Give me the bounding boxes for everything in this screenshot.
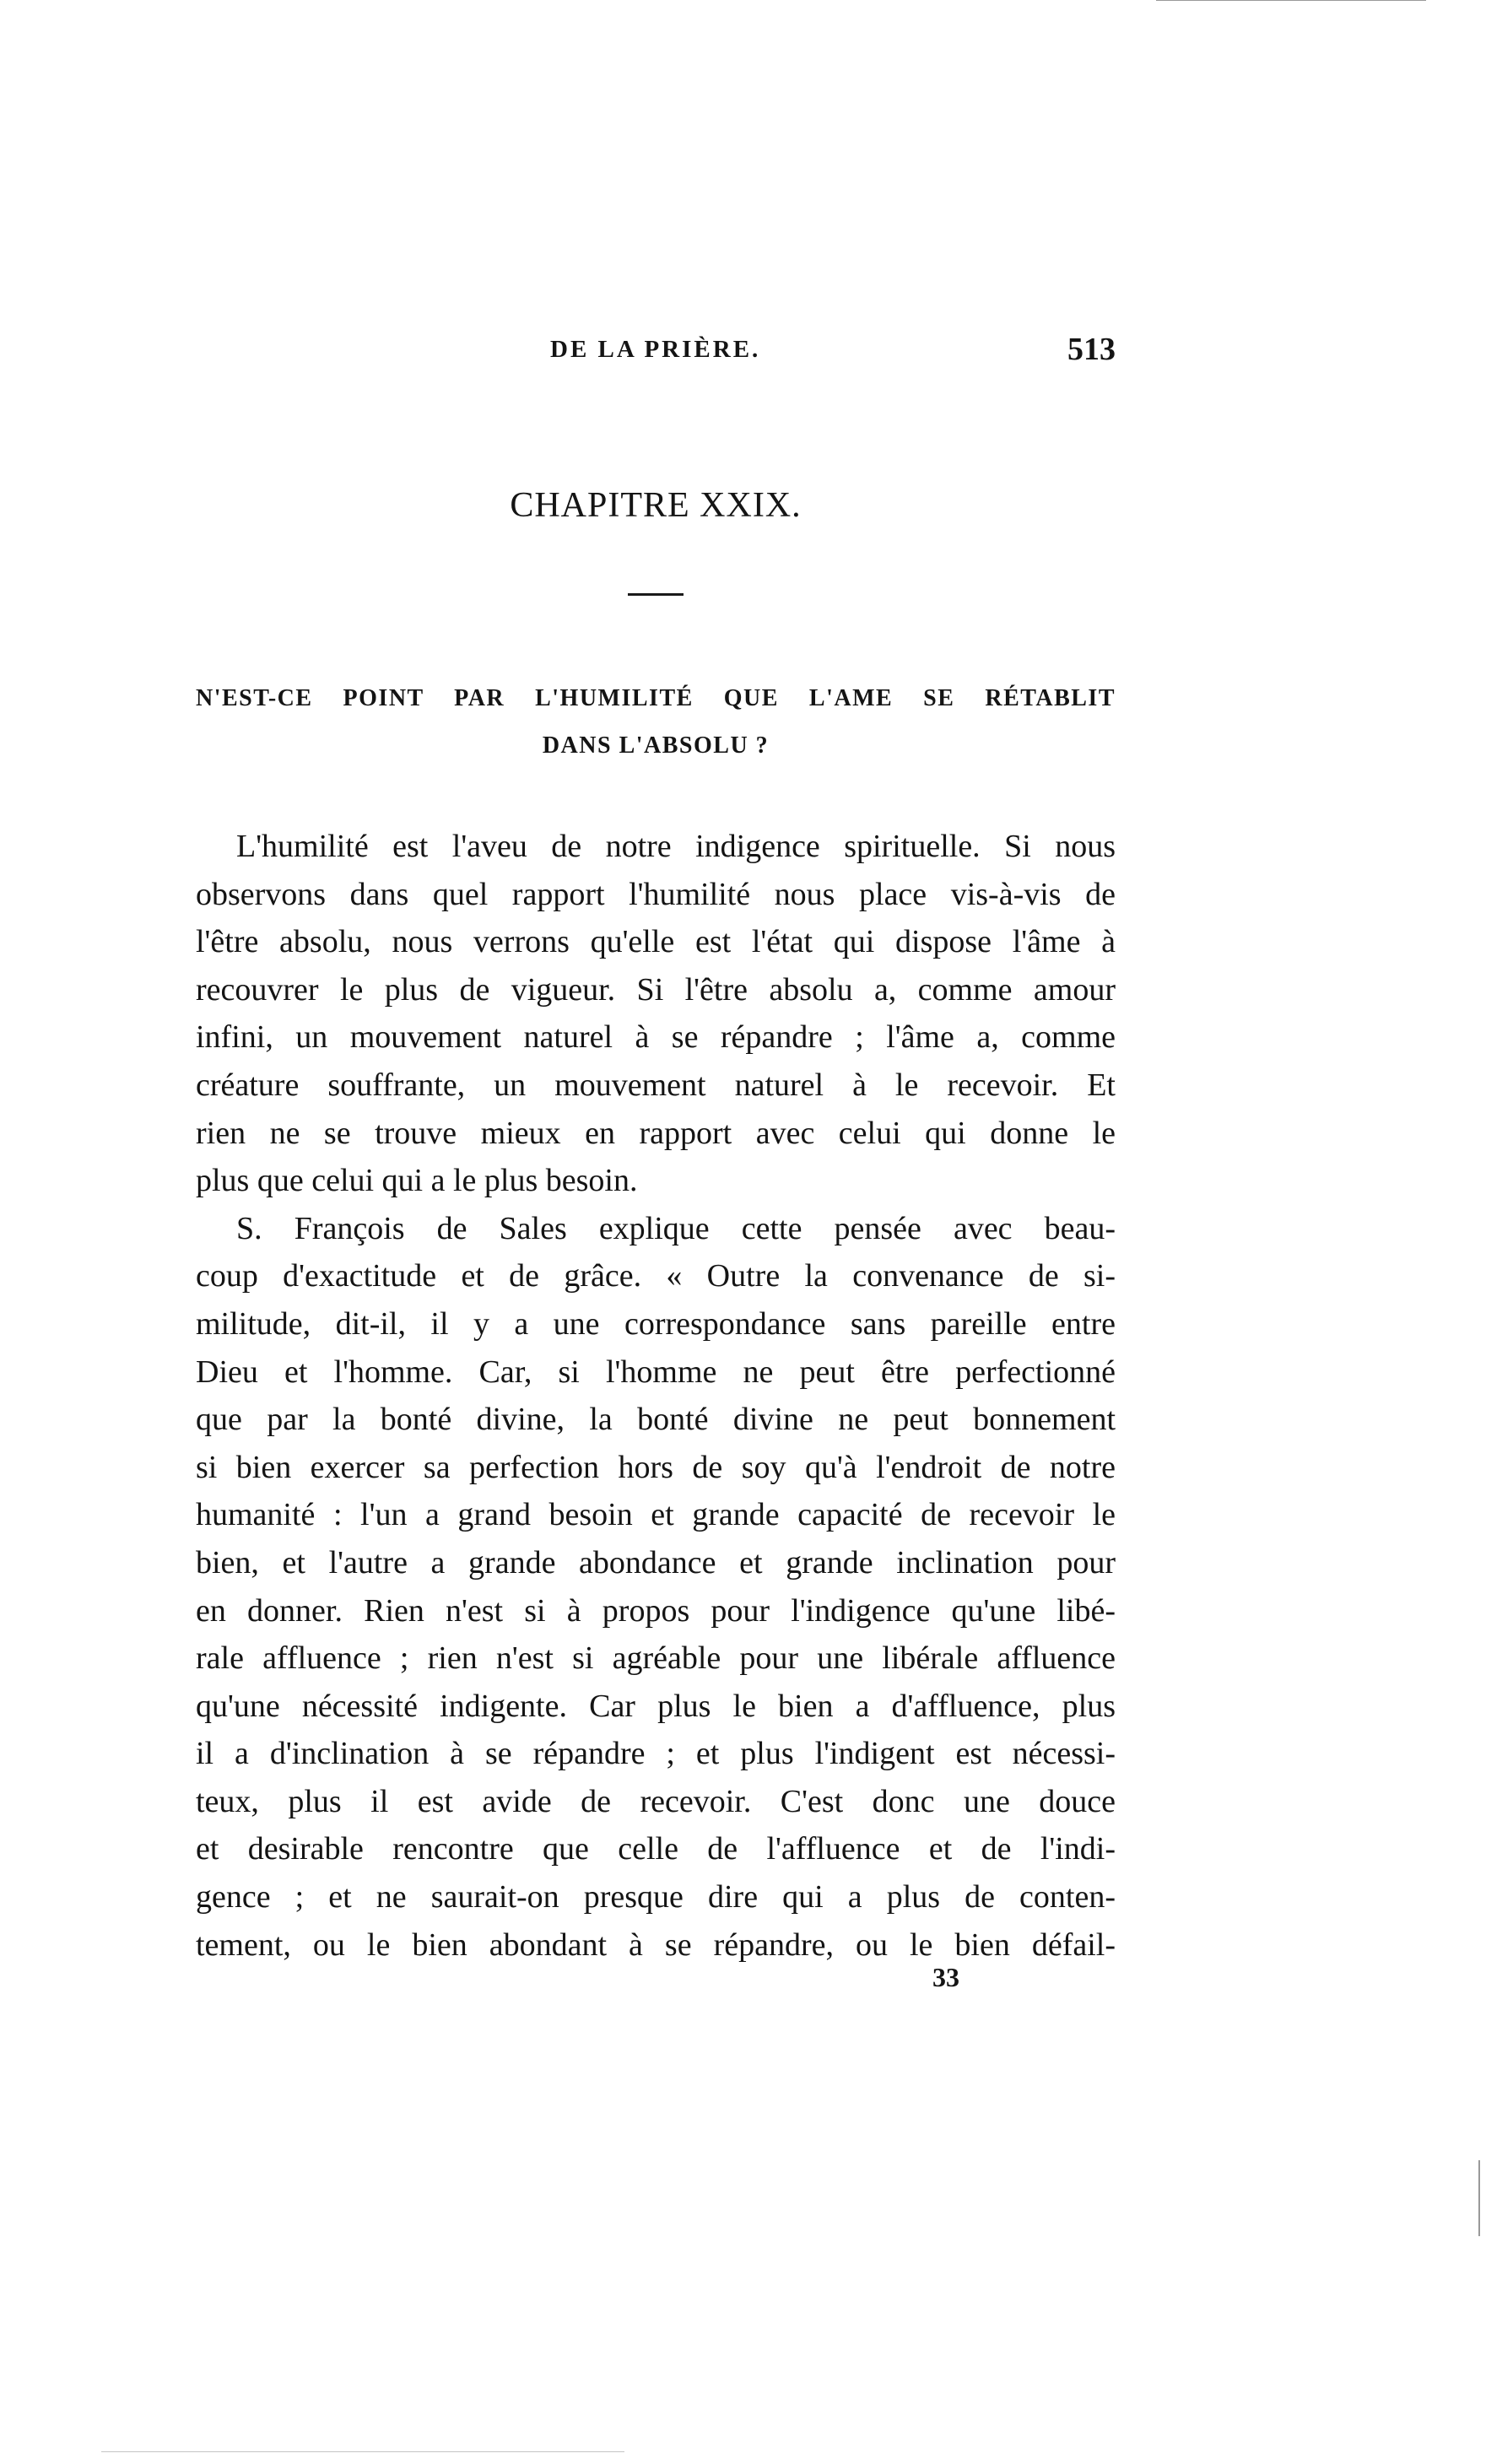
text-line: rale affluence ; rien n'est si agréable pour une libérale affluence: [196, 1640, 1116, 1677]
text-line: tement, ou le bien abondant à se répandre, ou le bien défail-: [196, 1926, 1116, 1963]
text-line: humanité : l'un a grand besoin et grande capacité de recevoir le: [196, 1497, 1116, 1533]
text-line: L'humilité est l'aveu de notre indigence spirituelle. Si nous: [236, 829, 1116, 864]
running-head: [196, 332, 1116, 378]
text-line: rien ne se trouve mieux en rapport avec celui qui donne le: [196, 1115, 1116, 1151]
text-line: gence ; et ne saurait-on presque dire qui a plus de conten-: [196, 1879, 1116, 1916]
text-line: teux, plus il est avide de recevoir. C'est donc une douce: [196, 1783, 1116, 1819]
chapter-subtitle: [196, 675, 1116, 770]
chapter-subtitle-line: DANS L'ABSOLU ?: [542, 732, 770, 759]
text-line: qu'une nécessité indigente. Car plus le bien a d'affluence, plus: [196, 1688, 1116, 1724]
text-line: que par la bonté divine, la bonté divine ne peut bonnement: [196, 1402, 1116, 1438]
text-line: Dieu et l'homme. Car, si l'homme ne peut être perfectionné: [196, 1354, 1116, 1390]
scan-edge-mark: [1478, 2160, 1480, 2236]
text-line: créature souffrante, un mouvement naturel à le recevoir. Et: [196, 1067, 1116, 1103]
text-line: en donner. Rien n'est si à propos pour l'indigence qu'une libé-: [196, 1592, 1116, 1629]
text-line: l'être absolu, nous verrons qu'elle est l'état qui dispose l'âme à: [196, 924, 1116, 960]
text-line: recouvrer le plus de vigueur. Si l'être absolu a, comme amour: [196, 971, 1116, 1008]
body-text: [196, 823, 1116, 1969]
scan-edge-mark: [1156, 0, 1426, 1]
scan-edge-mark: [101, 2451, 624, 2452]
text-line: plus que celui qui a le plus besoin.: [196, 1163, 638, 1199]
text-line: bien, et l'autre a grande abondance et grande inclination pour: [196, 1544, 1116, 1581]
text-line: et desirable rencontre que celle de l'affluence et de l'indi-: [196, 1831, 1116, 1867]
text-line: infini, un mouvement naturel à se répandre ; l'âme a, comme: [196, 1019, 1116, 1056]
text-line: il a d'inclination à se répandre ; et plus l'indigent est nécessi-: [196, 1736, 1116, 1772]
text-line: observons dans quel rapport l'humilité nous place vis-à-vis de: [196, 876, 1116, 912]
chapter-divider-rule: [628, 593, 684, 596]
text-line: si bien exercer sa perfection hors de soy qu'à l'endroit de notre: [196, 1449, 1116, 1485]
text-line: militude, dit-il, il y a une correspondance sans pareille entre: [196, 1305, 1116, 1342]
chapter-subtitle-line: N'EST-CE POINT PAR L'HUMILITÉ QUE L'AME SE RÉTABLIT: [196, 685, 1116, 711]
signature-mark: 33: [932, 1962, 959, 1992]
running-title: DE LA PRIÈRE.: [550, 336, 761, 363]
chapter-title: CHAPITRE XXIX.: [510, 486, 802, 525]
text-line: S. François de Sales explique cette pensée avec beau-: [236, 1210, 1116, 1246]
page-number: 513: [1067, 332, 1116, 367]
text-line: coup d'exactitude et de grâce. « Outre la convenance de si-: [196, 1258, 1116, 1294]
